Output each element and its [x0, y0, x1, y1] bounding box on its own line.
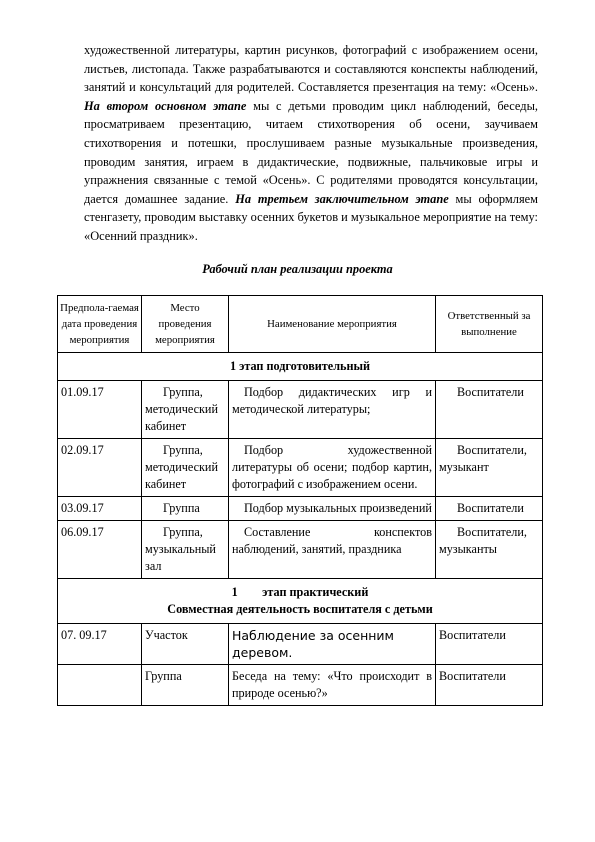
- header-place: Место проведения мероприятия: [142, 296, 229, 353]
- table-row: [58, 521, 543, 579]
- cell-place: Участок: [142, 624, 229, 665]
- table-row: [58, 665, 543, 706]
- stage2-subtitle: Совместная деятельность воспитателя с детьми: [167, 602, 433, 616]
- cell-date: 07. 09.17: [58, 624, 142, 665]
- header-date: Предпола-гаемая дата проведения мероприятия: [58, 296, 142, 353]
- header-responsible: Ответственный за выполнение: [436, 296, 543, 353]
- cell-responsible: Воспитатели: [436, 624, 543, 665]
- cell-name: Беседа на тему: «Что происходит в природе осенью?»: [229, 665, 436, 706]
- cell-date: 03.09.17: [58, 497, 142, 521]
- stage2-title-cell: [58, 579, 543, 624]
- cell-name: Наблюдение за осенним деревом.: [229, 624, 436, 665]
- project-plan-table: [57, 295, 543, 706]
- cell-responsible: Воспитатели: [436, 665, 543, 706]
- stage3-emphasis: На третьем заключительном этапе: [235, 191, 449, 206]
- table-row: [58, 497, 543, 521]
- cell-name: Подбор музыкальных произведений: [229, 497, 436, 521]
- cell-date: [58, 665, 142, 706]
- header-name: Наименование мероприятия: [229, 296, 436, 353]
- cell-date: 06.09.17: [58, 521, 142, 579]
- cell-place: Группа, методический кабинет: [142, 439, 229, 497]
- intro-text-1: художественной литературы, картин рисунков, фотографий с изображением осени, листьев, листопада. Также разрабатываются и составляются конспекты наблюдений, занятий и консультаций для родителей. Составляется презентация на тему: «Осень».: [84, 43, 538, 95]
- cell-date: 02.09.17: [58, 439, 142, 497]
- stage2-title: этап практический: [262, 585, 369, 599]
- cell-responsible: Воспитатели, музыканты: [436, 521, 543, 579]
- intro-paragraph: [84, 41, 538, 246]
- stage2-number: 1: [231, 585, 238, 599]
- cell-place: Группа, музыкальный зал: [142, 521, 229, 579]
- cell-responsible: Воспитатели: [436, 381, 543, 439]
- cell-responsible: Воспитатели, музыкант: [436, 439, 543, 497]
- cell-place: Группа, методический кабинет: [142, 381, 229, 439]
- stage1-title: 1 этап подготовительный: [58, 353, 543, 381]
- table-row: [58, 381, 543, 439]
- cell-place: Группа: [142, 497, 229, 521]
- stage-row: [58, 579, 543, 624]
- cell-responsible: Воспитатели: [436, 497, 543, 521]
- table-row: [58, 624, 543, 665]
- cell-name: Составление конспектов наблюдений, занятий, праздника: [229, 521, 436, 579]
- cell-name: Подбор дидактических игр и методической литературы;: [229, 381, 436, 439]
- intro-text-2: мы с детьми проводим цикл наблюдений, беседы, просматриваем презентацию, читаем стихотворения об осени, заучиваем стихотворения и потешки, прослушиваем разные музыкальные произведения, проводим занятия, играем в дидактические, подвижные, пальчиковые игры и упражнения связанные с темой «Осень». С родителями проводятся консультации, дается домашнее задание.: [84, 98, 538, 206]
- cell-date: 01.09.17: [58, 381, 142, 439]
- cell-name: Подбор художественной литературы об осени; подбор картин, фотографий с изображением осени.: [229, 439, 436, 497]
- table-caption: Рабочий план реализации проекта: [202, 262, 393, 276]
- table-row: [58, 439, 543, 497]
- stage2-emphasis: На втором основном этапе: [84, 98, 247, 113]
- cell-place: Группа: [142, 665, 229, 706]
- stage-row: [58, 353, 543, 381]
- intro-text-3: мы оформляем стенгазету, проводим выставку осенних букетов и музыкальное мероприятие на тему: «Осенний праздник».: [84, 191, 538, 243]
- table-header-row: [58, 296, 543, 353]
